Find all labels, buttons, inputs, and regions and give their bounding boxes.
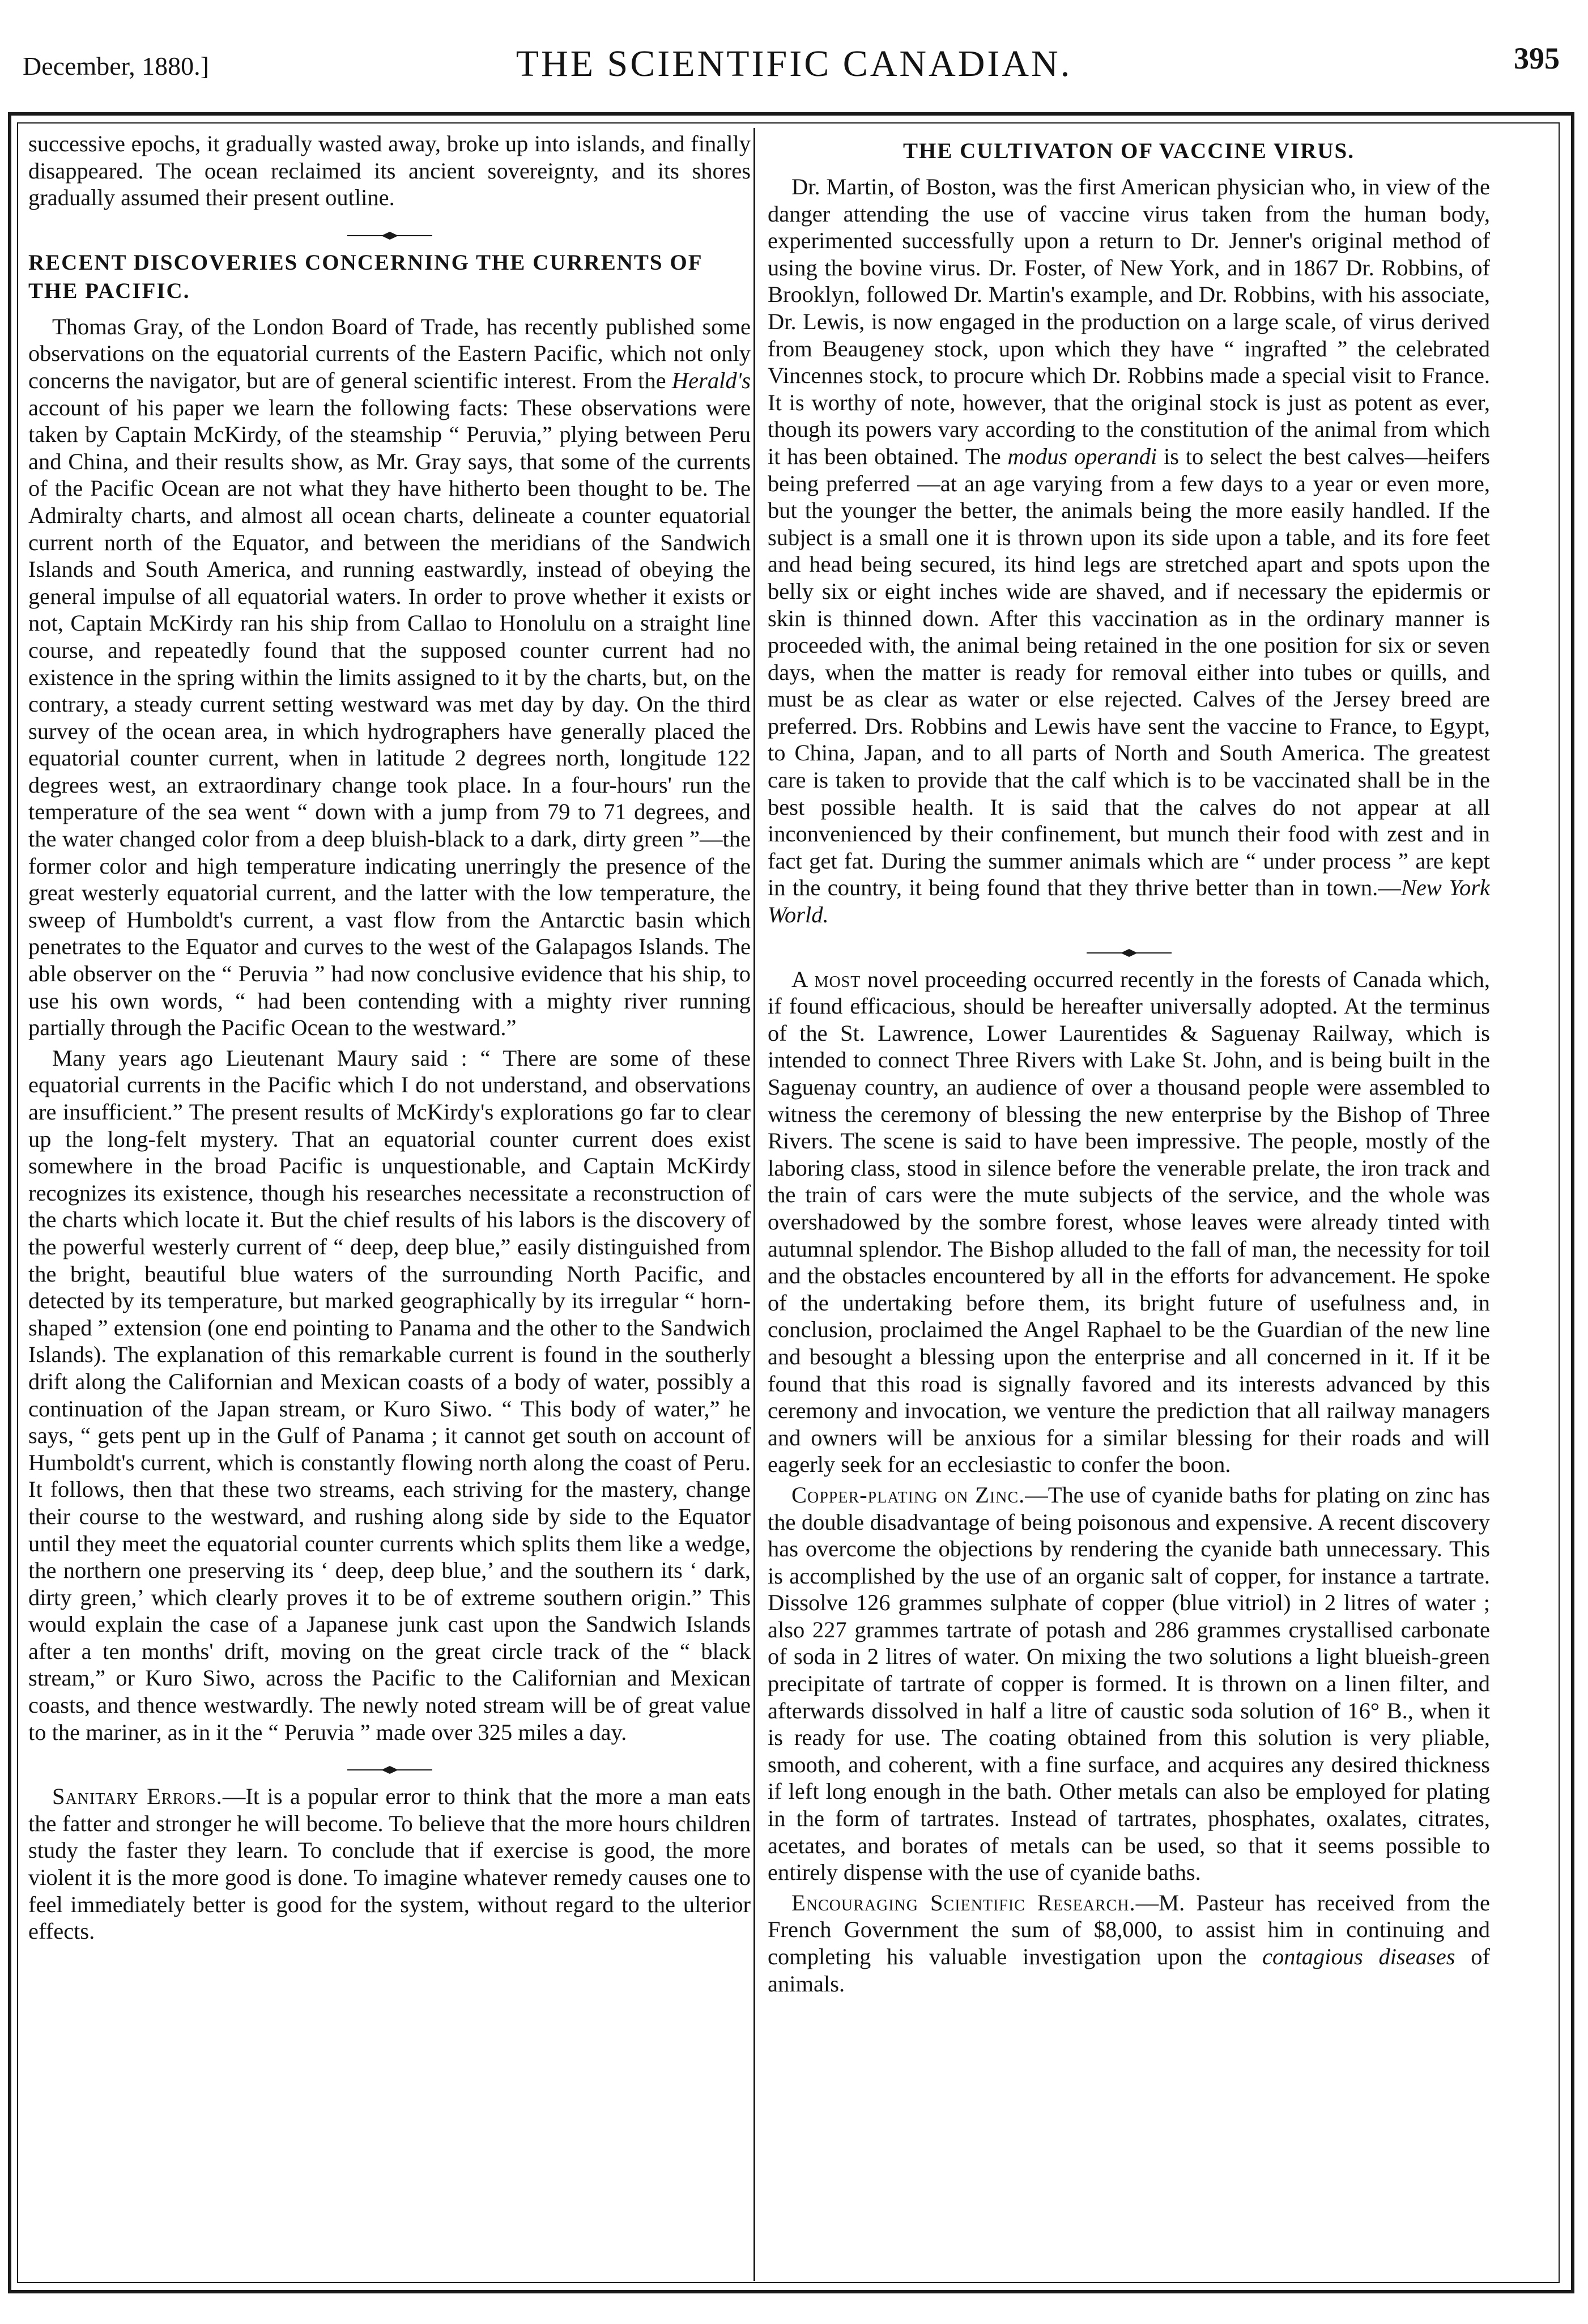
copper-plating-heading: Copper-plating on Zinc. [791,1482,1025,1508]
publication-title: THE SCIENTIFIC CANADIAN. [516,43,1072,84]
currents-paragraph-1: Thomas Gray, of the London Board of Trade, has recently published some observations on the equatorial currents of the Eastern Pacific, which not only concerns the navigator, but are of general scientific interest. From the Herald's account of his paper we learn the following facts: These observations were taken by Captain McKirdy, of the steamship “ Peruvia,” plying between Peru and China, and their results show, as Mr. Gray says, that some of the currents of the Pacific Ocean are not what they have hitherto been thought to be. The Admiralty charts, and almost all ocean charts, delineate a counter equatorial current north of the Equator, and between the meridians of the Sandwich Islands and South America, and running eastwardly, instead of obeying the general impulse of all equatorial waters. In order to prove whether it exists or not, Captain McKirdy ran his ship from Callao to Honolulu on a straight line course, and repeatedly found that the supposed counter current had no existence in the spring within the limits assigned to it by the charts, but, on the contrary, a steady current setting westward was met day by day. On the third survey of the ocean area, in which hydrographers have generally placed the equatorial counter current, when in latitude 2 degrees north, longitude 122 degrees west, an extraordinary change took place. In a four-hours' run the temperature of the sea went “ down with a jump from 79 to 71 degrees, and the water changed color from a deep bluish-black to a dark, dirty green ”—the former color and high temperature indicating unerringly the presence of the great westerly equatorial current, and the latter with the low temperature, the sweep of Humboldt's current, a vast flow from the Antarctic basin which penetrates to the Equator and curves to the west of the Galapagos Islands. The able observer on the “ Peruvia ” had now conclusive evidence that his ship, to use his own words, “ had been contending with a mighty river running partially through the Pacific Ocean to the westward.” [28,313,751,1041]
continued-paragraph: successive epochs, it gradually wasted away, broke up into islands, and finally disappeared. The ocean reclaimed its ancient sovereignty, and its shores gradually assumed their present outline. [28,131,751,211]
currents-article-title: RECENT DISCOVERIES CONCERNING THE CURRENTS OF THE PACIFIC. [28,250,703,303]
section-ornament [28,220,751,234]
vaccine-source: New York World. [768,875,1490,928]
vaccine-paragraph: Dr. Martin, of Boston, was the first American physician who, in view of the danger attending the use of vaccine virus taken from the human body, experimented successfully upon a return to Dr. Jenner's original method of using the bovine virus. Dr. Foster, of New York, and in 1867 Dr. Robbins, of Brooklyn, followed Dr. Martin's example, and Dr. Robbins, with his associate, Dr. Lewis, is now engaged in the production on a large scale, of virus derived from Beaugeney stock, upon which they have “ ingrafted ” the celebrated Vincennes stock, to procure which Dr. Robbins made a special visit to France. It is worthy of note, however, that the original stock is just as potent as ever, though its powers vary according to the constitution of the animal from which it has been obtained. The modus operandi is to select the best calves—heifers being preferred —at an age varying from a few days to a year or even more, but the younger the better, the animals being the more easily handled. If the subject is a small one it is thrown upon its side upon a table, and its fore feet and head being secured, its hind legs are stretched apart and spots upon the belly six or eight inches wide are shaved, and if necessary the epidermis or skin is thinned down. After this vaccination as in the ordinary manner is proceeded with, the animal being retained in the one position for six or seven days, when the matter is ready for removal either into tubes or quills, and must be as clear as water or else rejected. Calves of the Jersey breed are preferred. Drs. Robbins and Lewis have sent the vaccine to France, to Egypt, to China, Japan, and to all parts of North and South America. The greatest care is taken to provide that the calf which is to be vaccinated shall be in the best possible health. It is said that the calves do not appear at all inconvenienced by their confinement, but munch their food with zest and in fact get fat. During the summer animals which are “ under process ” are kept in the country, it being found that they thrive better than in town.—New York World. [768,174,1490,928]
column-divider [753,128,755,2281]
encouraging-research-heading: Encouraging Scientific Research. [791,1889,1136,1916]
sanitary-errors-heading: Sanitary Errors. [52,1784,223,1810]
currents-paragraph-2: Many years ago Lieutenant Maury said : “ There are some of these equatorial currents in the Pacific which I do not understand, and observations are insufficient.” The present results of McKirdy's explorations go far to clear up the long-felt mystery. That an equatorial counter current does exist somewhere in the broad Pacific is unquestionable, and Captain McKirdy recognizes its existence, though his researches necessitate a reconstruction of the charts which locate it. But the chief results of his labors is the discovery of the powerful westerly current of “ deep, deep blue,” easily distinguished from the bright, beautiful blue waters of the surrounding North Pacific, and detected by its temperature, but marked geographically by its irregular “ horn-shaped ” extension (one end pointing to Panama and the other to the Sandwich Islands). The explanation of this remarkable current is found in the southerly drift along the Californian and Mexican coasts of a body of water, possibly a continuation of the Japan stream, or Kuro Siwo. “ This body of water,” he says, “ gets pent up in the Gulf of Panama ; it cannot get south on account of Humboldt's current, which is constantly flowing north along the coast of Peru. It follows, then that these two streams, each striving for the mastery, change their course to the westward, and rushing along side by side to the Equator until they meet the equatorial counter currents which splits them like a wedge, the northern one preserving its ‘ deep, deep blue,’ and the southern its ‘ dark, dirty green,’ which clearly proves it to be of extreme southern origin.” This would explain the case of a Japanese junk cast upon the Sandwich Islands after a ten months' drift, moving on the great circle track of the “ black stream,” or Kuro Siwo, across the Pacific to the Californian and Mexican coasts, and thence westwardly. The newly noted stream will be of great value to the mariner, as in it the “ Peruvia ” made over 325 miles a day. [28,1045,751,1745]
left-column [28,130,751,2278]
railway-blessing-paragraph: A most novel proceeding occurred recently in the forests of Canada which, if found efficacious, should be hereafter universally adopted. At the terminus of the St. Lawrence, Lower Laurentides & Saguenay Railway, which is intended to connect Three Rivers with Lake St. John, and is being built in the Saguenay country, an audience of over a thousand people were assembled to witness the ceremony of blessing the new enterprise by the Bishop of Three Rivers. The scene is said to have been impressive. The people, mostly of the laboring class, stood in silence before the venerable prelate, the iron track and the train of cars were the mute subjects of the service, and the whole was overshadowed by the sombre forest, whose leaves were already tinted with autumnal splendor. The Bishop alluded to the fall of man, the necessity for toil and the obstacles encountered by all in the efforts for advancement. He spoke of the undertaking before them, its bright future of usefulness and, in conclusion, proclaimed the Angel Raphael to be the Guardian of the new line and besought a blessing upon the enterprise and all concerned in it. If it be found that this road is signally favored and its interests advanced by this ceremony and invocation, we venture the prediction that all railway managers and owners will be anxious for a similar blessing for their roads and will eagerly seek for an ecclesiastic to confer the boon. [768,966,1490,1478]
issue-date: December, 1880.] [23,52,209,80]
page-number: 395 [1514,41,1560,75]
section-ornament [768,938,1490,951]
encouraging-research-paragraph: Encouraging Scientific Research.—M. Pasteur has received from the French Government the sum of $8,000, to assist him in continuing and completing his valuable investigation upon the contagious diseases of animals. [768,1889,1490,1997]
section-ornament [28,1755,751,1768]
copper-plating-paragraph: Copper-plating on Zinc.—The use of cyanide baths for plating on zinc has the double disadvantage of being poisonous and expensive. A recent discovery has overcome the objections by rendering the cyanide bath unnecessary. This is accomplished by the use of an organic salt of copper, for instance a tartrate. Dissolve 126 grammes sulphate of copper (blue vitriol) in 2 litres of water ; also 227 grammes tartrate of potash and 286 grammes crystallised carbonate of soda in 2 litres of water. On mixing the two solutions a light blueish-green precipitate of tartrate of copper is formed. It is thrown on a linen filter, and afterwards dissolved in half a litre of caustic soda solution of 16° B., when it is ready for use. The coating obtained from this solution is very pliable, smooth, and coherent, with a fine surface, and acquires any desired thickness if left long enough in the bath. Other metals can also be employed for plating in the form of tartrates. Instead of tartrates, phosphates, oxalates, citrates, acetates, and borates of metals can be used, so that it seems possible to entirely dispense with the use of cyanide baths. [768,1482,1490,1885]
right-column [768,130,1490,2278]
page-header [0,0,1588,99]
vaccine-article-title: THE CULTIVATON OF VACCINE VIRUS. [903,139,1355,163]
sanitary-errors-paragraph: Sanitary Errors.—It is a popular error to think that the more a man eats the fatter and stronger he will become. To believe that the more hours children study the faster they learn. To conclude that if exercise is good, the more violent it is the more good is done. To imagine whatever remedy causes one to feel immediately better is good for the system, without regard to the ulterior effects. [28,1784,751,1944]
